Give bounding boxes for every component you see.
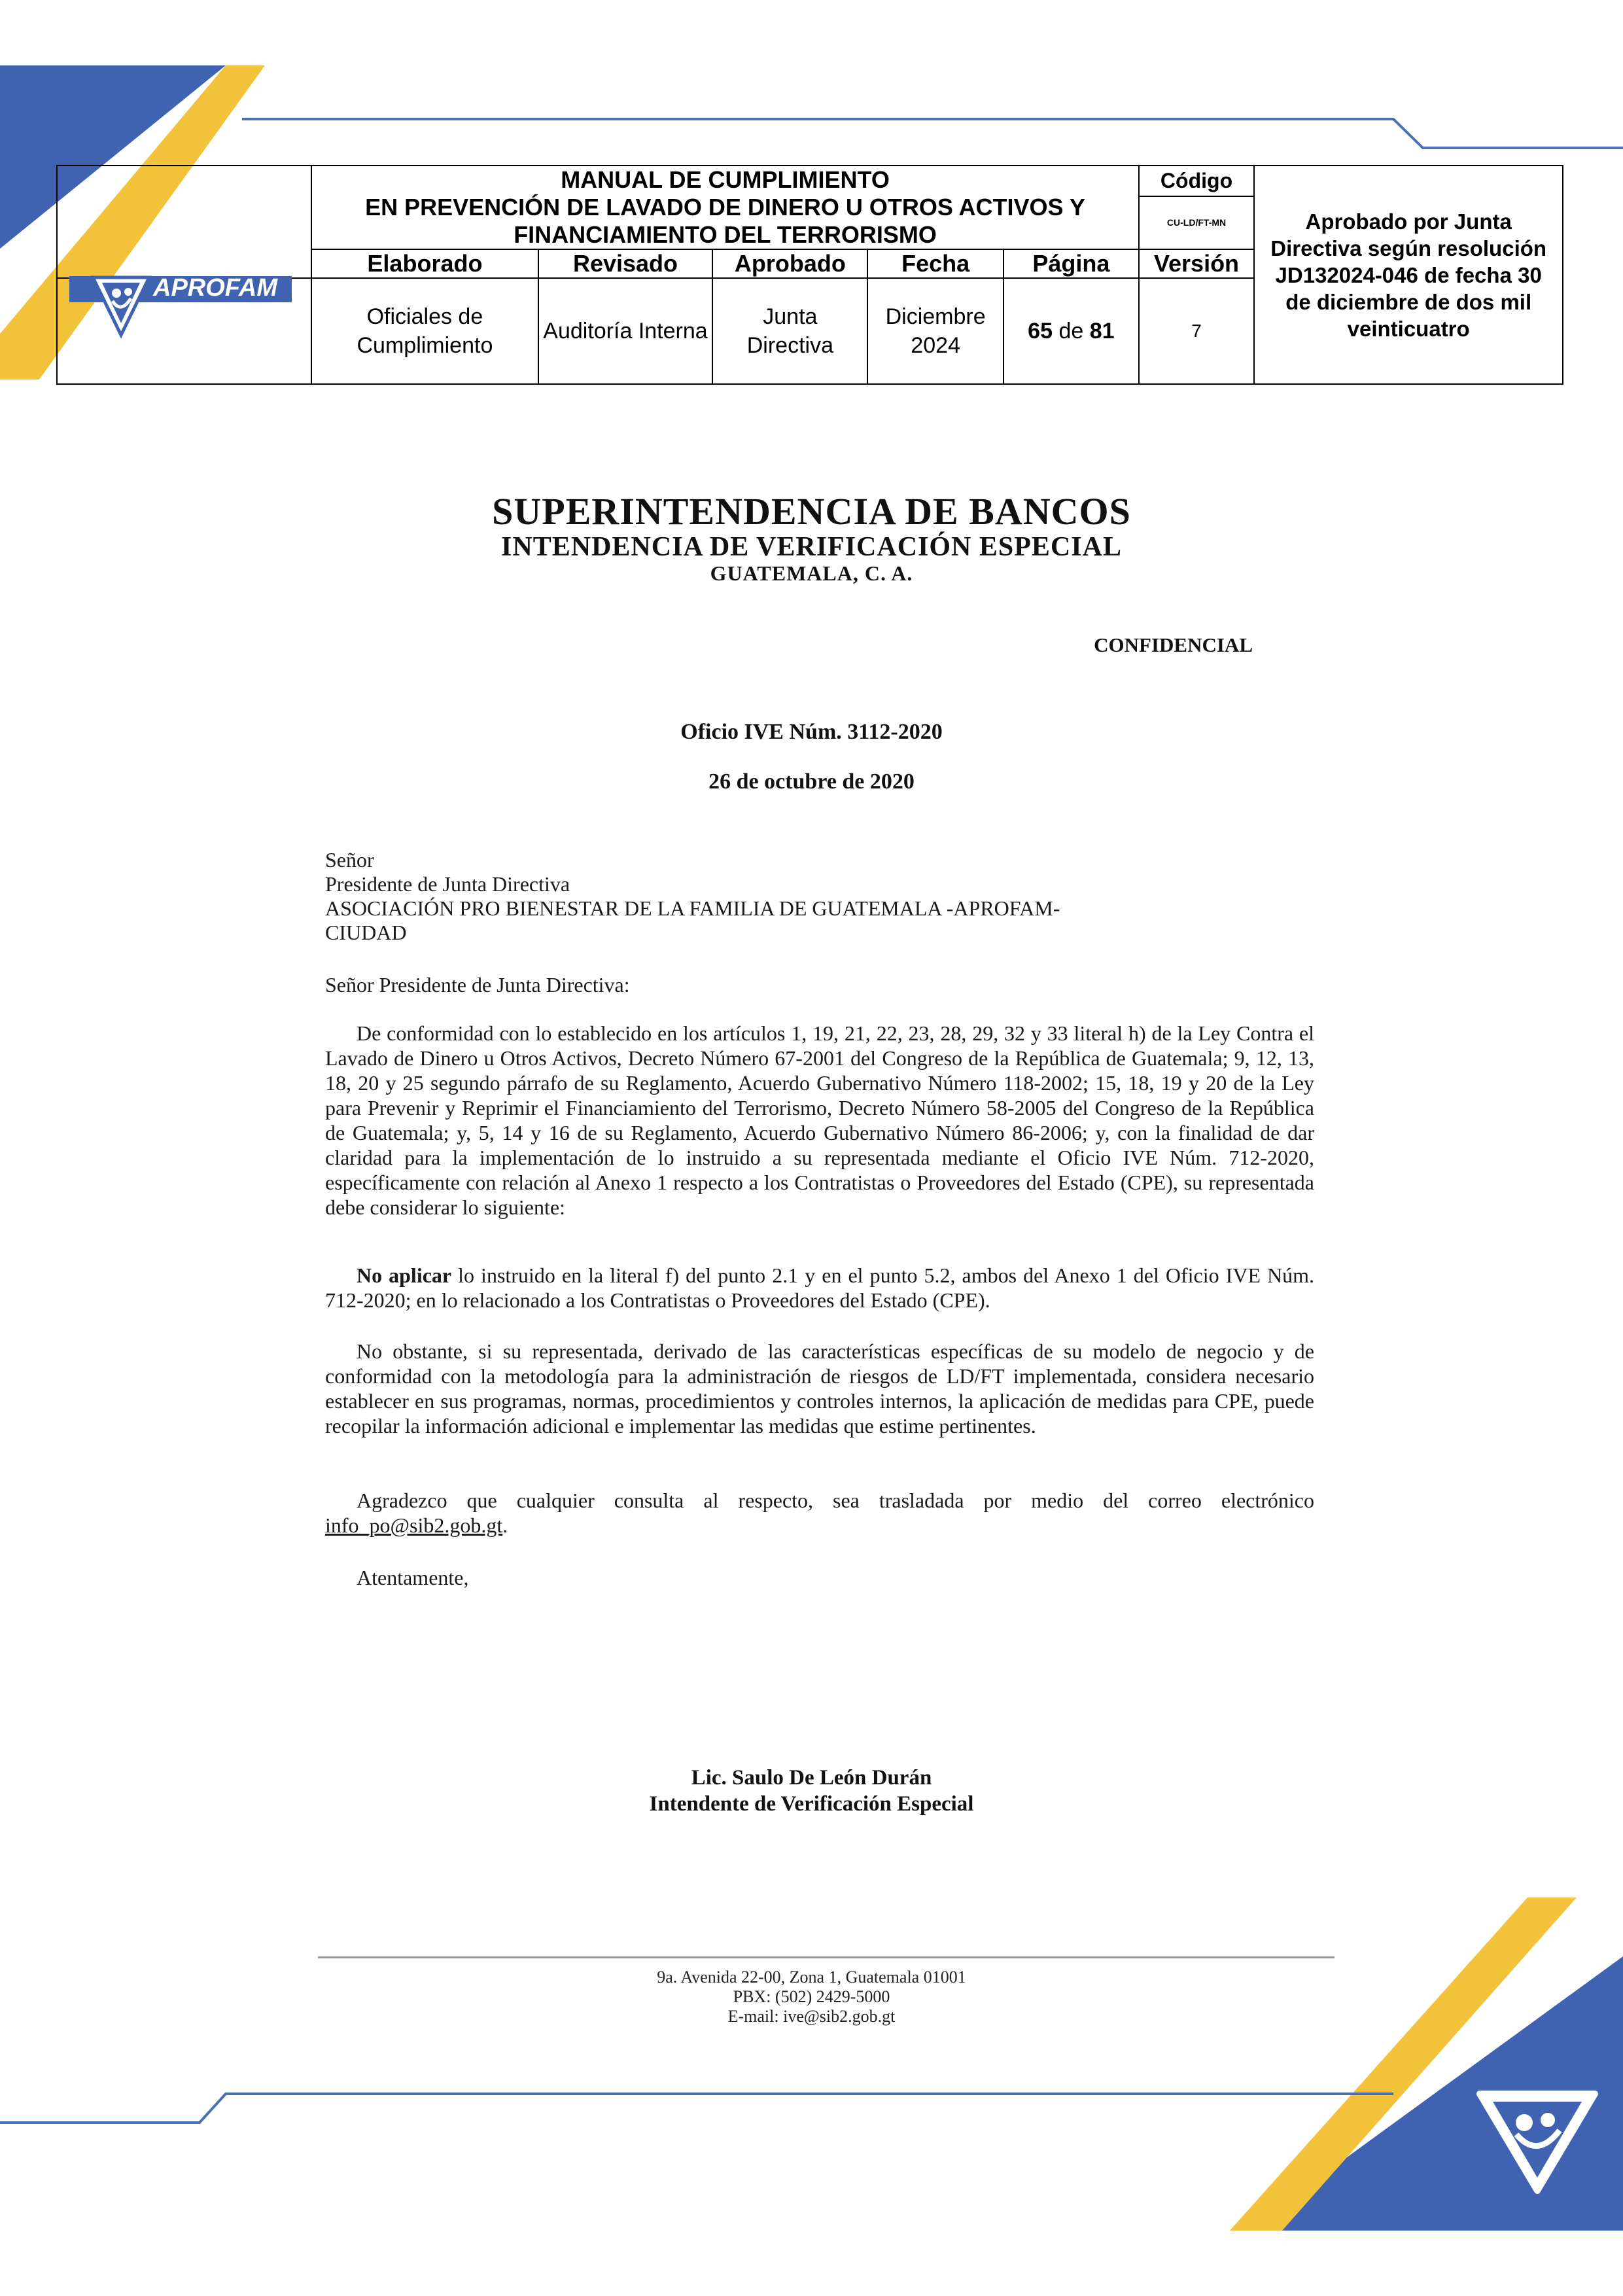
aprofam-logo-cell: [57, 166, 311, 302]
contact-email-link[interactable]: info_po@sib2.gob.gt: [325, 1513, 503, 1537]
footer-divider: [318, 1956, 1335, 1958]
recipient-block: [325, 848, 1314, 945]
letter-location: GUATEMALA, C. A.: [710, 561, 913, 585]
recipient-line: Señor: [325, 848, 374, 872]
footer-phone: PBX: (502) 2429-5000: [733, 1987, 890, 2006]
salutation: Señor Presidente de Junta Directiva:: [325, 973, 630, 997]
col-pagina: Página: [1003, 249, 1139, 278]
col-aprobado: Aprobado: [712, 249, 867, 278]
aprobado-value: Junta Directiva: [712, 278, 867, 384]
signature-block: [0, 1765, 1623, 1817]
footer-email: E-mail: ive@sib2.gob.gt: [727, 2007, 896, 2026]
closing: Atentamente,: [357, 1566, 469, 1589]
recipient-line: ASOCIACIÓN PRO BIENESTAR DE LA FAMILIA DE GUATEMALA -APROFAM-: [325, 896, 1060, 920]
page-current: 65: [1028, 319, 1053, 344]
logo-text: APROFAM: [153, 274, 277, 302]
signer-title: Intendente de Verificación Especial: [649, 1792, 974, 1816]
letter-intendencia: INTENDENCIA DE VERIFICACIÓN ESPECIAL: [501, 532, 1122, 562]
oficio-number: Oficio IVE Núm. 3112-2020: [680, 720, 943, 744]
aprofam-logo: [69, 258, 292, 356]
approval-note: Aprobado por Junta Directiva según resolución JD132024-046 de fecha 30 de diciembre de dos mil veinticuatro: [1254, 166, 1563, 384]
document-header-table: [56, 165, 1563, 378]
footer-contact: [0, 1968, 1623, 2026]
codigo-value: CU-LD/FT-MN: [1139, 196, 1255, 249]
page-of: de: [1058, 319, 1084, 344]
paragraph-3: No obstante, si su representada, derivado de las características específicas de su modelo de negocio y de conformidad con la metodología para la administración de riesgos de LD/FT implementada, considera necesario establecer en sus programas, normas, procedimientos y controles internos, la aplicación de medidas para CPE, puede recopilar la información adicional e implementar las medidas que estime pertinentes.: [325, 1339, 1314, 1438]
manual-title: MANUAL DE CUMPLIMIENTO EN PREVENCIÓN DE LAVADO DE DINERO U OTROS ACTIVOS Y FINANCIAMIENTO DEL TERRORISMO: [311, 166, 1138, 249]
paragraph-2: No aplicar lo instruido en la literal f) del punto 2.1 y en el punto 5.2, ambos del Anexo 1 del Oficio IVE Núm. 712-2020; en lo relacionado a los Contratistas o Proveedores del Estado (CPE).: [325, 1263, 1315, 1312]
page-total: 81: [1089, 319, 1115, 344]
col-fecha: Fecha: [867, 249, 1003, 278]
no-aplicar-bold: No aplicar: [357, 1263, 452, 1287]
signer-name: Lic. Saulo De León Durán: [691, 1766, 932, 1790]
letter-date: 26 de octubre de 2020: [708, 769, 915, 794]
pagina-value: [1003, 278, 1139, 384]
confidential-mark: CONFIDENCIAL: [1094, 633, 1253, 656]
revisado-value: Auditoría Interna: [538, 278, 713, 384]
recipient-line: Presidente de Junta Directiva: [325, 872, 570, 896]
paragraph-4: Agradezco que cualquier consulta al respecto, sea trasladada por medio del correo electrónico info_po@sib2.gob.gt.: [325, 1489, 1314, 1537]
col-revisado: Revisado: [538, 249, 713, 278]
col-version: Versión: [1139, 249, 1255, 278]
fecha-value: Diciembre 2024: [867, 278, 1003, 384]
codigo-label: Código: [1139, 166, 1255, 196]
footer-address: 9a. Avenida 22-00, Zona 1, Guatemala 01001: [657, 1968, 966, 1987]
version-value: 7: [1139, 278, 1255, 384]
paragraph-1: De conformidad con lo establecido en los artículos 1, 19, 21, 22, 23, 28, 29, 32 y 33 literal h) de la Ley Contra el Lavado de Dinero u Otros Activos, Decreto Número 67-2001 del Congreso de la República de Guatemala; 9, 12, 13, 18, 20 y 25 segundo párrafo de su Reglamento, Acuerdo Gubernativo Número 118-2002; 15, 18, 19 y 20 de la Ley para Prevenir y Reprimir el Financiamiento del Terrorismo, Decreto Número 58-2005 del Congreso de la República de Guatemala; y, 5, 14 y 16 de su Reglamento, Acuerdo Gubernativo Número 86-2006; y, con la finalidad de dar claridad para la implementación de lo instruido a su representada mediante el Oficio IVE Núm. 712-2020, específicamente con relación al Anexo 1 respecto a los Contratistas o Proveedores del Estado (CPE), su representada debe considerar lo siguiente:: [325, 1021, 1314, 1219]
recipient-line: CIUDAD: [325, 921, 407, 944]
col-elaborado: Elaborado: [311, 249, 538, 278]
letter-org: SUPERINTENDENCIA DE BANCOS: [492, 490, 1131, 533]
elaborado-value: Oficiales de Cumplimiento: [311, 278, 538, 384]
